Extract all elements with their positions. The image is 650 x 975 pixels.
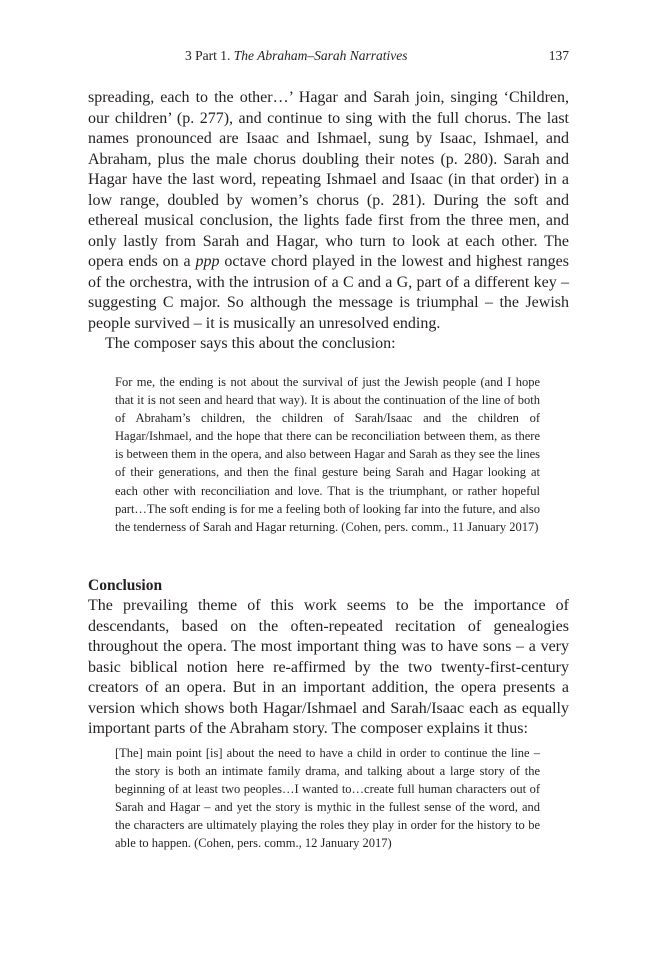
page-number: 137 xyxy=(548,48,569,63)
body-paragraph-2: The composer says this about the conclusion: xyxy=(105,335,396,352)
block-quote-2: [The] main point [is] about the need to have a child in order to continue the line – the story is both an intimate family drama, and talking about a large story of the beginning of at least two peoples…I wanted to…create full human characters out of Sarah and Hagar – and yet the story is mythic in the fullest sense of the word, and the characters are ultimately playing the roles they play in order for the history to be able to happen. (Cohen, pers. comm., 12 January 2017) xyxy=(115,746,540,851)
block-quote-1: For me, the ending is not about the survival of just the Jewish people (and I hope that it is not seen and heard that way). It is about the continuation of the line of both of Abraham’s children, the children of Sarah/Isaac and the children of Hagar/Ishmael, and the hope that there can be reconciliation between them, as there is between them in the opera, and also between Hagar and Sarah as they see the lines of their generations, and then the final gesture being Sarah and Hagar looking at each other with reconciliation and love. That is the triumphant, or rather hopeful part…The soft ending is for me a feeling both of looking far into the future, and also the tenderness of Sarah and Hagar returning. (Cohen, pers. comm., 11 January 2017) xyxy=(115,375,540,534)
body-paragraph-3: The prevailing theme of this work seems to be the importance of descendants, based on the often-repeated recitation of genealogies throughout the opera. The most important thing was to have sons – a very basic biblical notion here re-affirmed by the two twenty-first-century creators of an opera. But in an important addition, the opera presents a version which shows both Hagar/Ishmael and Sarah/Isaac each as equally important parts of the Abraham story. The composer explains it thus: xyxy=(88,597,569,737)
running-head-title xyxy=(185,47,408,65)
section-heading: Conclusion xyxy=(88,577,163,594)
running-head-prefix: 3 Part 1. xyxy=(185,48,234,63)
conclusion-section xyxy=(88,596,569,740)
para1-italic-term: ppp xyxy=(195,253,220,270)
opening-section xyxy=(88,88,569,355)
running-head xyxy=(88,47,569,65)
para1-text-a: spreading, each to the other…’ Hagar and Sarah join, singing ‘Children, our children’ (p. 277), and continue to sing with the full chorus. The last names pronounced are Isaac and Ishmael, sung by Isaac, Ishmael, and Abraham, plus the male chorus doubling their notes (p. 280). Sarah and Hagar have the last word, repeating Ishmael and Isaac (in that order) in a low range, doubled by women’s chorus (p. 281). During the soft and ethereal musical conclusion, the lights fade first from the three men, and only lastly from Sarah and Hagar, who turn to look at each other. The opera ends on a xyxy=(88,89,569,270)
body-paragraph-1 xyxy=(88,88,569,334)
para1-text-b: octave chord played in the lowest and highest ranges of the orchestra, with the intrusion of a C and a G, part of a different key – suggesting C major. So although the message is triumphal – the Jewish people survived – it is musically an unresolved ending. xyxy=(88,253,570,332)
running-head-italic-title: The Abraham–Sarah Narratives xyxy=(233,48,408,63)
